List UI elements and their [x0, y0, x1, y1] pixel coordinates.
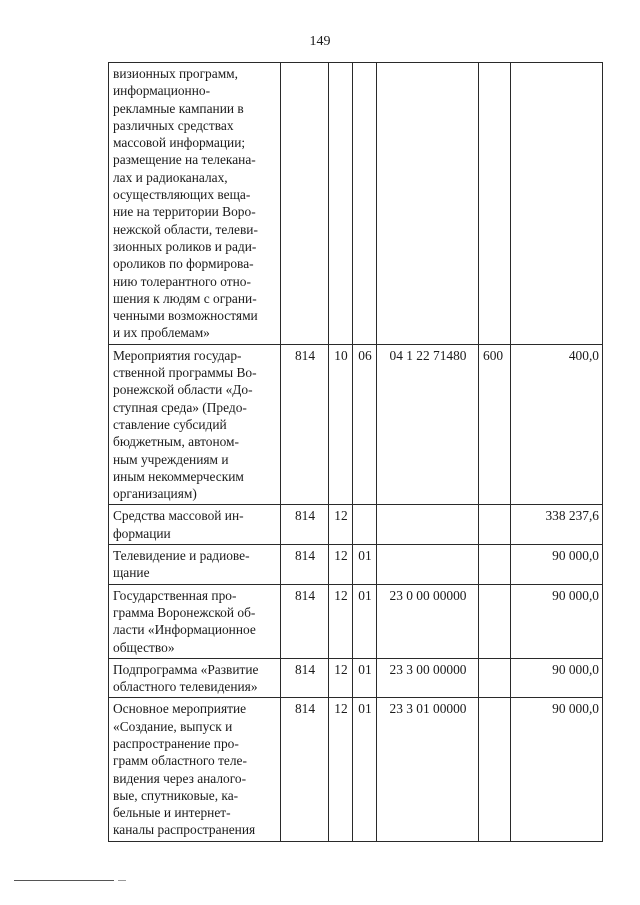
csr-cell	[377, 63, 479, 345]
csr-cell: 23 0 00 00000	[377, 584, 479, 658]
row-name-cell: Мероприятия государ- ственной программы Во- ронежской области «До- ступная среда» (Предо- ставление субсидий бюджетным, автоном- ным учреждениям и иным некоммерческим организациям)	[109, 344, 281, 505]
rz-cell: 12	[329, 698, 353, 841]
table-row	[109, 505, 603, 545]
rz-cell: 10	[329, 344, 353, 505]
row-name-cell: Государственная про- грамма Воронежской об- ласти «Информационное общество»	[109, 584, 281, 658]
rz-cell: 12	[329, 505, 353, 545]
rz-cell: 12	[329, 545, 353, 585]
row-name-cell: визионных программ, информационно- рекламные кампании в различных средствах массовой информации; размещение на телекана- лах и радиоканалах, осуществляющих веща- ние на территории Воро- нежской области, телеви- зионных роликов и ради- ороликов по формирова- нию толерантного отно- шения к людям с ограни- ченными возможностями и их проблемам»	[109, 63, 281, 345]
table-row	[109, 698, 603, 841]
csr-cell	[377, 545, 479, 585]
ved-cell: 814	[281, 698, 329, 841]
footer-divider	[14, 880, 114, 881]
pr-cell	[353, 505, 377, 545]
row-name-cell: Основное мероприятие «Создание, выпуск и распространение про- грамм областного теле- видения через аналого- вые, спутниковые, ка- бельные и интернет- каналы распространения	[109, 698, 281, 841]
row-name-cell: Телевидение и радиове- щание	[109, 545, 281, 585]
pr-cell: 01	[353, 698, 377, 841]
csr-cell	[377, 505, 479, 545]
vr-cell	[479, 505, 511, 545]
table-row	[109, 344, 603, 505]
pr-cell: 01	[353, 584, 377, 658]
vr-cell	[479, 658, 511, 698]
sum-cell: 90 000,0	[511, 584, 603, 658]
csr-cell: 04 1 22 71480	[377, 344, 479, 505]
sum-cell: 400,0	[511, 344, 603, 505]
budget-table	[108, 62, 603, 842]
sum-cell: 90 000,0	[511, 698, 603, 841]
sum-cell	[511, 63, 603, 345]
pr-cell: 06	[353, 344, 377, 505]
ved-cell: 814	[281, 584, 329, 658]
page-number: 149	[309, 34, 331, 49]
table-row	[109, 545, 603, 585]
rz-cell	[329, 63, 353, 345]
table-row	[109, 63, 603, 345]
csr-cell: 23 3 00 00000	[377, 658, 479, 698]
vr-cell	[479, 698, 511, 841]
vr-cell	[479, 63, 511, 345]
vr-cell	[479, 584, 511, 658]
ved-cell: 814	[281, 545, 329, 585]
csr-cell: 23 3 01 00000	[377, 698, 479, 841]
ved-cell: 814	[281, 658, 329, 698]
row-name-cell: Подпрограмма «Развитие областного телевидения»	[109, 658, 281, 698]
pr-cell	[353, 63, 377, 345]
rz-cell: 12	[329, 584, 353, 658]
sum-cell: 90 000,0	[511, 545, 603, 585]
pr-cell: 01	[353, 658, 377, 698]
ved-cell	[281, 63, 329, 345]
pr-cell: 01	[353, 545, 377, 585]
sum-cell: 90 000,0	[511, 658, 603, 698]
ved-cell: 814	[281, 505, 329, 545]
rz-cell: 12	[329, 658, 353, 698]
vr-cell: 600	[479, 344, 511, 505]
vr-cell	[479, 545, 511, 585]
footer-divider-tail	[118, 880, 126, 881]
sum-cell: 338 237,6	[511, 505, 603, 545]
row-name-cell: Средства массовой ин- формации	[109, 505, 281, 545]
table-row	[109, 658, 603, 698]
ved-cell: 814	[281, 344, 329, 505]
table-row	[109, 584, 603, 658]
